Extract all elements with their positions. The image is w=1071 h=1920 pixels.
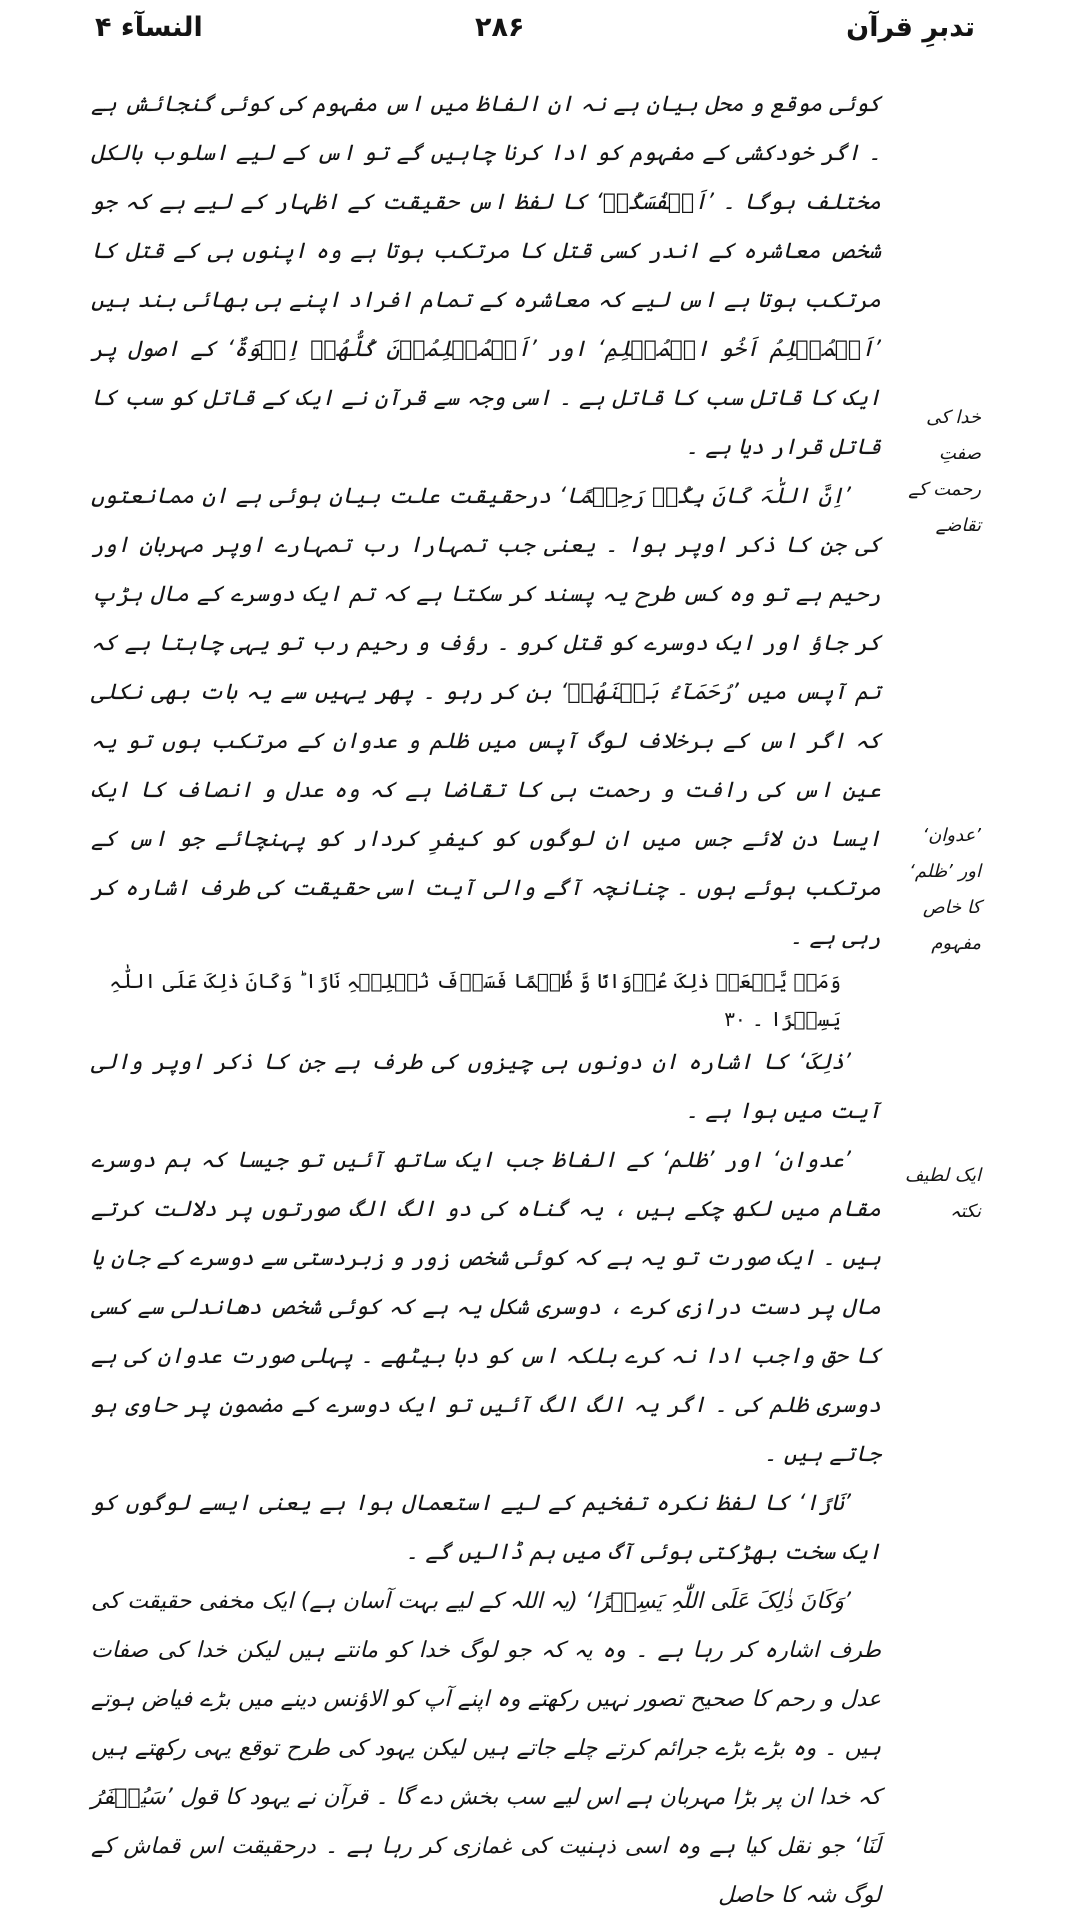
verse-30: وَمَنۡ یَّفۡعَلۡ ذٰلِکَ عُدۡوَانًا وَّ ظُلۡمًا فَسَوۡفَ نُصۡلِیۡہِ نَارًا ؕ وَکَانَ ذٰلِکَ عَلَی اللّٰہِ یَسِیۡرًا ۔ ۳۰ [109,969,841,1031]
page-number: ۲۸۶ [475,12,525,43]
margin-note-udwan-zulm: ’عدوان‘ اور ’ظلم‘ کا خاص مفہوم [909,825,981,954]
paragraph-6: ’وَکَانَ ذٰلِکَ عَلَی اللّٰہِ یَسِیۡرًا‘ (یہ اللہ کے لیے بہت آسان ہے) ایک مخفی حقیقت کی طرف اشارہ کر رہا ہے ۔ وہ یہ کہ جو لوگ خدا کو مانتے ہیں لیکن خدا کی صفات عدل و رحم کا صحیح تصور نہیں رکھتے وہ اپنے آپ کو الاؤنس دینے میں بڑے فیاض ہوتے ہیں ۔ وہ بڑے بڑے جرائم کرتے چلے جاتے ہیں لیکن یہود کی طرح توقع یہی رکھتے ہیں کہ خدا ان پر بڑا مہربان ہے اس لیے سب بخش دے گا ۔ قرآن نے یہود کا قول ’سَیُغۡفَرُ لَنَا‘ جو نقل کیا ہے وہ اسی ذہنیت کی غمازی کر رہا ہے ۔ درحقیقت اس قماش کے لوگ شہ کا حاصل [91,1589,881,1908]
paragraph-2: ’اِنَّ اللّٰہَ کَانَ بِکُمۡ رَحِیۡمًا‘ درحقیقت علت بیان ہوئی ہے ان ممانعتوں کی جن کا ذکر اوپر ہوا ۔ یعنی جب تمہارا رب تمہارے اوپر مہربان اور رحیم ہے تو وہ کس طرح یہ پسند کر سکتا ہے کہ تم ایک دوسرے کے مال ہڑپ کر جاؤ اور ایک دوسرے کو قتل کرو ۔ رؤف و رحیم رب تو یہی چاہتا ہے کہ تم آپس میں ’رُحَمَآءُ بَیۡنَھُمۡ‘ بن کر رہو ۔ پھر یہیں سے یہ بات بھی نکلی کہ اگر اس کے برخلاف لوگ آپس میں ظلم و عدوان کے مرتکب ہوں تو یہ عین اس کی رافت و رحمت ہی کا تقاضا ہے کہ وہ عدل و انصاف کا ایک ایسا دن لائے جس میں ان لوگوں کو کیفرِ کردار کو پہنچائے جو اس کے مرتکب ہوئے ہوں ۔ چنانچہ آگے والی آیت اسی حقیقت کی طرف اشارہ کر رہی ہے ۔ [91,484,881,950]
book-title: تدبرِ قرآن [846,12,975,43]
paragraph-3: ’ذٰلِکَ‘ کا اشارہ ان دونوں ہی چیزوں کی طرف ہے جن کا ذکر اوپر والی آیت میں ہوا ہے ۔ [91,1050,881,1124]
page-header [95,8,975,58]
surah-name: النسآء ۴ [95,12,203,43]
paragraph-4: ’عدوان‘ اور ’ظلم‘ کے الفاظ جب ایک ساتھ آئیں تو جیسا کہ ہم دوسرے مقام میں لکھ چکے ہیں ، یہ گناہ کی دو الگ الگ صورتوں پر دلالت کرتے ہیں ۔ ایک صورت تو یہ ہے کہ کوئی شخص زور و زبردستی سے دوسرے کے جان یا مال پر دست درازی کرے ، دوسری شکل یہ ہے کہ کوئی شخص دھاندلی سے کسی کا حق واجب ادا نہ کرے بلکہ اس کو دبا بیٹھے ۔ پہلی صورت عدوان کی ہے دوسری ظلم کی ۔ اگر یہ الگ الگ آئیں تو ایک دوسرے کے مضمون پر حاوی ہو جاتے ہیں ۔ [91,1148,881,1467]
margin-note-latif-nukta: ایک لطیف نکتہ [904,1165,981,1222]
margin-note-rahmat: خدا کی صفتِ رحمت کے تقاضے [908,407,981,536]
paragraph-1: کوئی موقع و محل بیان ہے نہ ان الفاظ میں اس مفہوم کی کوئی گنجائش ہے ۔ اگر خودکشی کے مفہوم کو ادا کرنا چاہیں گے تو اس کے لیے اسلوب بالکل مختلف ہوگا ۔ ’اَنۡفُسَکُمۡ‘ کا لفظ اس حقیقت کے اظہار کے لیے ہے کہ جو شخص معاشرہ کے اندر کسی قتل کا مرتکب ہوتا ہے وہ اپنوں ہی کے قتل کا مرتکب ہوتا ہے اس لیے کہ معاشرہ کے تمام افراد اپنے ہی بھائی بند ہیں ’اَلۡمُسۡلِمُ اَخُو الۡمُسۡلِمِ‘ اور ’اَلۡمُسۡلِمُوۡنَ کُلُّھُمۡ اِخۡوَۃٌ‘ کے اصول پر ایک کا قاتل سب کا قاتل ہے ۔ اسی وجہ سے قرآن نے ایک کے قاتل کو سب کا قاتل قرار دیا ہے ۔ [91,92,881,460]
main-text [91,80,881,1920]
paragraph-5: ’نَارًا‘ کا لفظ نکرہ تفخیم کے لیے استعمال ہوا ہے یعنی ایسے لوگوں کو ایک سخت بھڑکتی ہوئی آگ میں ہم ڈالیں گے ۔ [91,1491,881,1565]
